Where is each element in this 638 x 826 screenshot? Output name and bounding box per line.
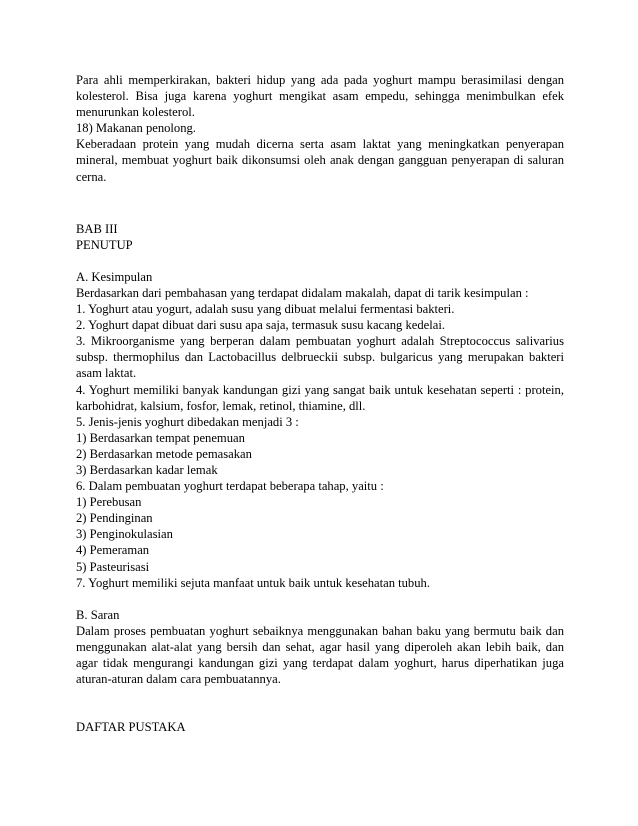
yoghurt-type-item: 1) Berdasarkan tempat penemuan — [76, 430, 245, 445]
chapter-title: PENUTUP — [76, 237, 133, 252]
conclusion-point: 5. Jenis-jenis yoghurt dibedakan menjadi 3 : — [76, 414, 299, 429]
spacer — [76, 591, 564, 607]
process-step-item: 4) Pemeraman — [76, 543, 150, 558]
item-18-text: Keberadaan protein yang mudah dicerna serta asam laktat yang meningkatkan penyerapan mineral, membuat yoghurt baik dikonsumsi oleh anak dengan gangguan penyerapan di saluran cerna. — [76, 137, 564, 184]
conclusion-point: 6. Dalam pembuatan yoghurt terdapat beberapa tahap, yaitu : — [76, 479, 384, 494]
process-step-item: 1) Perebusan — [76, 495, 142, 510]
process-step-item: 3) Penginokulasian — [76, 527, 173, 542]
conclusion-point: 2. Yoghurt dapat dibuat dari susu apa saja, termasuk susu kacang kedelai. — [76, 318, 445, 333]
references-heading: DAFTAR PUSTAKA — [76, 720, 186, 735]
text-column — [76, 72, 564, 735]
spacer — [76, 687, 564, 719]
section-a-intro: Berdasarkan dari pembahasan yang terdapat didalam makalah, dapat di tarik kesimpulan : — [76, 285, 529, 300]
section-b-heading: B. Saran — [76, 607, 120, 622]
yoghurt-type-item: 2) Berdasarkan metode pemasakan — [76, 446, 252, 461]
process-step-item: 5) Pasteurisasi — [76, 559, 150, 574]
spacer — [76, 185, 564, 221]
conclusion-point: 7. Yoghurt memiliki sejuta manfaat untuk baik untuk kesehatan tubuh. — [76, 575, 430, 590]
intro-paragraph: Para ahli memperkirakan, bakteri hidup yang ada pada yoghurt mampu berasimilasi dengan kolesterol. Bisa juga karena yoghurt mengikat asam empedu, sehingga menimbulkan efek menurunkan kolesterol. — [76, 73, 564, 120]
section-a-heading: A. Kesimpulan — [76, 269, 153, 284]
item-18-title: 18) Makanan penolong. — [76, 121, 196, 136]
spacer — [76, 253, 564, 269]
yoghurt-type-item: 3) Berdasarkan kadar lemak — [76, 462, 218, 477]
conclusion-point: 3. Mikroorganisme yang berperan dalam pembuatan yoghurt adalah Streptococcus salivarius subsp. thermophilus dan Lactobacillus delbrueckii subsp. bulgaricus yang merupakan bakteri asam laktat. — [76, 334, 564, 381]
section-b-text: Dalam proses pembuatan yoghurt sebaiknya menggunakan bahan baku yang bermutu baik dan menggunakan alat-alat yang bersih dan sehat, agar hasil yang diperoleh akan lebih baik, dan agar tidak mengurangi kandungan gizi yang terdapat dalam yoghurt, harus diperhatikan juga aturan-aturan dalam cara pembuatannya. — [76, 623, 564, 687]
conclusion-point: 1. Yoghurt atau yogurt, adalah susu yang dibuat melalui fermentasi bakteri. — [76, 302, 455, 317]
conclusion-point: 4. Yoghurt memiliki banyak kandungan gizi yang sangat baik untuk kesehatan seperti : protein, karbohidrat, kalsium, fosfor, lemak, retinol, thiamine, dll. — [76, 382, 564, 413]
process-step-item: 2) Pendinginan — [76, 511, 153, 526]
chapter-label: BAB III — [76, 221, 118, 236]
